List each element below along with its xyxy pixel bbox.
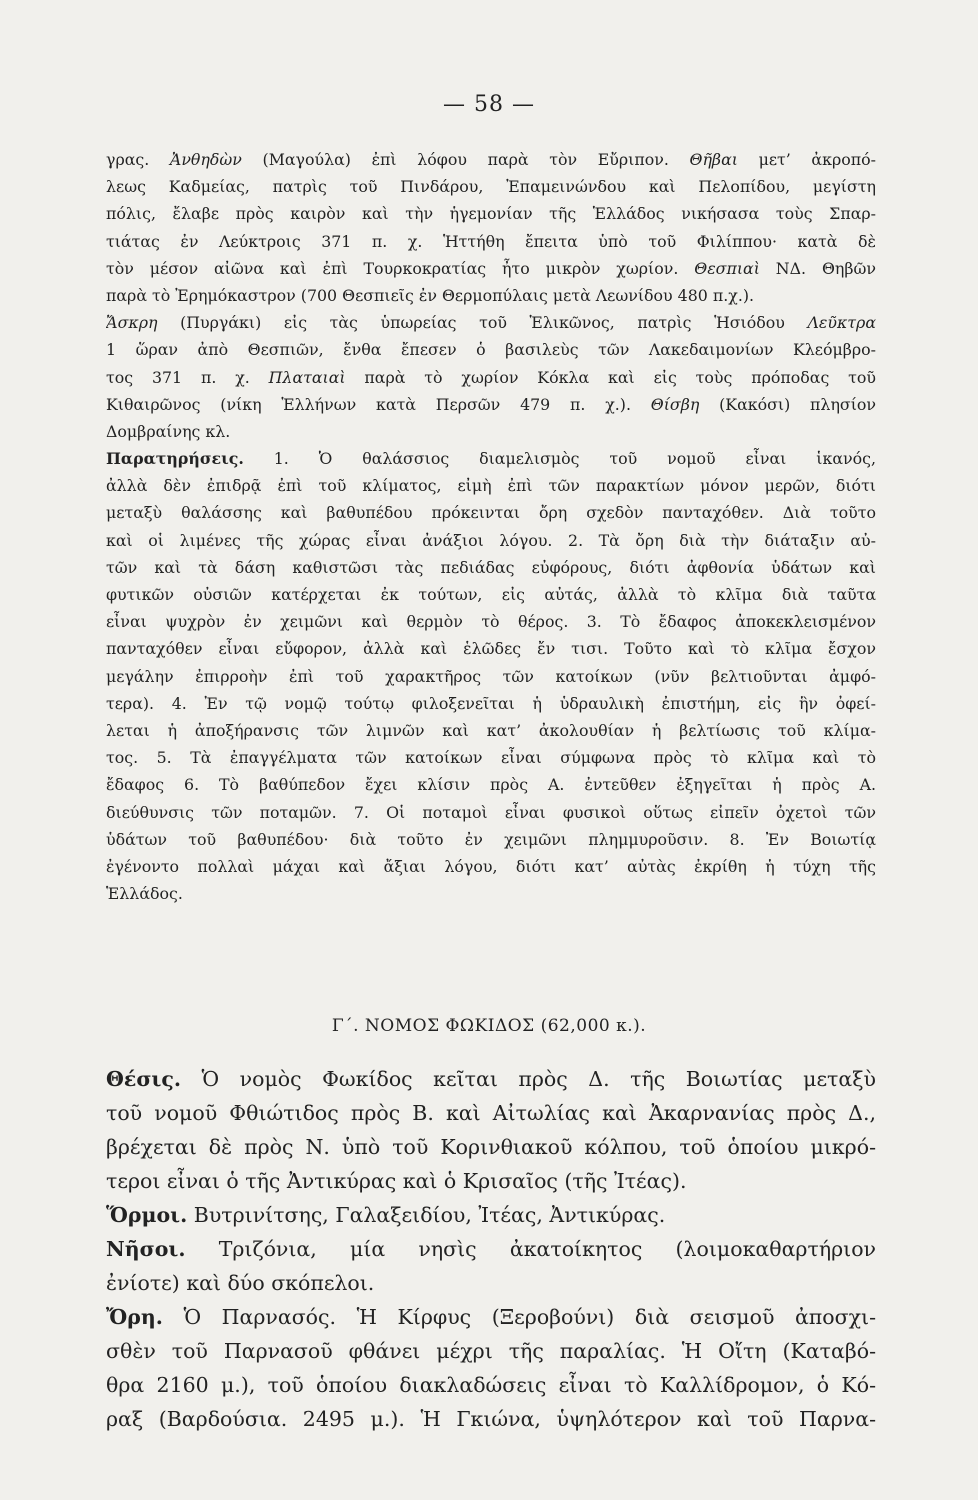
text-line — [106, 1130, 876, 1164]
text-line — [106, 744, 876, 771]
text-line — [106, 1198, 876, 1232]
text-line — [106, 1164, 876, 1198]
text-line — [106, 1266, 876, 1300]
text-line — [106, 717, 876, 744]
line-text: γρας. — [106, 150, 170, 169]
line-text: Βυτρινίτσης, Γαλαξειδίου, Ἰτέας, Ἀντικύρας. — [187, 1203, 666, 1227]
line-text: διεύθυνσις τῶν ποταμῶν. 7. Οἱ ποταμοὶ εἶναι φυσικοὶ οὕτως εἰπεῖν ὀχετοὶ τῶν — [106, 802, 876, 822]
section-keyword: Ὄρη. — [106, 1305, 163, 1329]
line-text: (Πυργάκι) εἰς τὰς ὑπωρείας τοῦ Ἑλικῶνος, πατρὶς Ἡσιόδου — [157, 313, 808, 333]
line-text: τος 371 π. χ. — [106, 367, 269, 387]
text-line — [106, 663, 876, 690]
text-line — [106, 391, 876, 418]
line-text: καὶ οἱ λιμένες τῆς χώρας εἶναι ἀνάξιοι λόγου. 2. Τὰ ὄρη διὰ τὴν διάταξιν αὐ- — [106, 530, 876, 550]
text-line — [106, 771, 876, 798]
line-text: Ἑλλάδος. — [106, 884, 183, 904]
line-text: 1 ὥραν ἀπὸ Θεσπιῶν, ἔνθα ἔπεσεν ὁ βασιλεὺς τῶν Λακεδαιμονίων Κλεόμβρο- — [106, 340, 876, 360]
line-text: τος. 5. Τὰ ἐπαγγέλματα τῶν κατοίκων εἶναι σύμφωνα πρὸς τὸ κλῖμα καὶ τὸ — [106, 748, 876, 768]
line-text: εἶναι ψυχρὸν ἐν χειμῶνι καὶ θερμὸν τὸ θέρος. 3. Τὸ ἔδαφος ἀποκεκλεισμένον — [106, 612, 876, 632]
line-text: Δομβραίνης κλ. — [106, 421, 231, 441]
place-name: Θεσπιαὶ — [694, 258, 760, 278]
text-line — [106, 1402, 876, 1436]
line-text: τῶν καὶ τὰ δάση καθιστῶσι τὰς πεδιάδας εὐφόρους, διότι ἀφθονία ὑδάτων καὶ — [106, 557, 876, 577]
text-line — [106, 1368, 876, 1402]
line-text: τὸν μέσον αἰῶνα καὶ ἐπὶ Τουρκοκρατίας ἦτο μικρὸν χωρίον. — [106, 258, 695, 278]
text-line — [106, 228, 876, 255]
text-line — [106, 1232, 876, 1266]
line-text: τοῦ νομοῦ Φθιώτιδος πρὸς Β. καὶ Αἰτωλίας καὶ Ἀκαρνανίας πρὸς Δ., — [106, 1101, 876, 1125]
text-line — [106, 581, 876, 608]
line-text: Ὁ Παρνασός. Ἡ Κίρφυς (Ξεροβούνι) διὰ σεισμοῦ ἀποσχι- — [162, 1305, 876, 1329]
line-text: παρὰ τὸ χωρίον Κόκλα καὶ εἰς τοὺς πρόποδας τοῦ — [345, 367, 876, 387]
line-text: σθὲν τοῦ Παρνασοῦ φθάνει μέχρι τῆς παραλίας. Ἡ Οἴτη (Καταβό- — [106, 1339, 876, 1363]
place-name: Λεῦκτρα — [807, 313, 876, 333]
text-line — [106, 608, 876, 635]
line-text: μεγάλην ἐπιρροὴν ἐπὶ τοῦ χαρακτῆρος τῶν κατοίκων (νῦν βελτιοῦνται ἀμφό- — [106, 666, 876, 686]
place-name: Ἀνθηδὼν — [169, 150, 242, 169]
boeotia-text-block — [106, 146, 876, 907]
text-line — [106, 309, 876, 336]
line-text: ἔδαφος 6. Τὸ βαθύπεδον ἔχει κλίσιν πρὸς Α. ἐντεῦθεν ἐξηγεῖται ἡ πρὸς Α. — [106, 775, 876, 795]
text-line — [106, 1062, 876, 1096]
line-text: ἐγένοντο πολλαὶ μάχαι καὶ ἄξιαι λόγου, διότι κατ’ αὐτὰς ἐκρίθη ἡ τύχη τῆς — [106, 856, 876, 876]
text-line — [106, 336, 876, 363]
text-line — [106, 173, 876, 200]
text-line — [106, 690, 876, 717]
text-line — [106, 1096, 876, 1130]
line-text: μεταξὺ θαλάσσης καὶ βαθυπέδου πρόκεινται ὄρη σχεδὸν πανταχόθεν. Διὰ τοῦτο — [106, 503, 876, 523]
line-text: μετ’ ἀκροπό- — [737, 150, 876, 169]
line-text: λεται ἡ ἀποξήρανσις τῶν λιμνῶν καὶ κατ’ ἀκολουθίαν ἡ βελτίωσις τοῦ κλίμα- — [106, 720, 876, 740]
line-text: Τριζόνια, μία νησὶς ἀκατοίκητος (λοιμοκαθαρτήριον — [185, 1237, 876, 1261]
text-line — [106, 826, 876, 853]
line-text: 1. Ὁ θαλάσσιος διαμελισμὸς τοῦ νομοῦ εἶναι ἱκανός, — [243, 449, 876, 469]
line-text: (Μαγούλα) ἐπὶ λόφου παρὰ τὸν Εὔριπον. — [241, 150, 690, 169]
line-text: ραξ (Βαρδούσια. 2495 μ.). Ἡ Γκιώνα, ὑψηλότερον καὶ τοῦ Παρνα- — [106, 1407, 876, 1431]
section-keyword: Θέσις. — [106, 1067, 181, 1091]
line-text: ΝΔ. Θηβῶν — [759, 258, 876, 278]
text-line — [106, 635, 876, 662]
page-number: — 58 — — [443, 92, 535, 117]
line-text: Κιθαιρῶνος (νίκη Ἑλλήνων κατὰ Περσῶν 479 π. χ.). — [106, 394, 651, 414]
text-line — [106, 1300, 876, 1334]
line-text: τιάτας ἐν Λεύκτροις 371 π. χ. Ἡττήθη ἔπειτα ὑπὸ τοῦ Φιλίππου· κατὰ δὲ — [106, 231, 876, 251]
text-line — [106, 364, 876, 391]
line-text: θρα 2160 μ.), τοῦ ὁποίου διακλαδώσεις εἶναι τὸ Καλλίδρομον, ὁ Κό- — [106, 1373, 876, 1397]
text-line — [106, 799, 876, 826]
text-line — [106, 146, 876, 173]
section-heading: Γ΄. ΝΟΜΟΣ ΦΩΚΙΔΟΣ (62,000 κ.). — [331, 1016, 647, 1036]
section-keyword: Παρατηρήσεις. — [106, 449, 244, 469]
text-line — [106, 472, 876, 499]
line-text: ἐνίοτε) καὶ δύο σκόπελοι. — [106, 1271, 375, 1295]
phocis-text-block — [106, 1062, 876, 1436]
text-line — [106, 499, 876, 526]
line-text: ὑδάτων τοῦ βαθυπέδου· διὰ τοῦτο ἐν χειμῶνι πλημμυροῦσιν. 8. Ἐν Βοιωτίᾳ — [106, 829, 876, 849]
text-line — [106, 880, 876, 907]
line-text: πανταχόθεν εἶναι εὔφορον, ἀλλὰ καὶ ἑλῶδες ἔν τισι. Τοῦτο καὶ τὸ κλῖμα ἔσχον — [106, 639, 876, 659]
section-keyword: Νῆσοι. — [106, 1237, 186, 1261]
place-name: Πλαταιαὶ — [268, 367, 346, 387]
place-name: Ἄσκρη — [106, 313, 158, 333]
place-name: Θίσβη — [650, 394, 700, 414]
line-text: βρέχεται δὲ πρὸς Ν. ὑπὸ τοῦ Κορινθιακοῦ κόλπου, τοῦ ὁποίου μικρό- — [106, 1135, 876, 1159]
line-text: πόλις, ἔλαβε πρὸς καιρὸν καὶ τὴν ἡγεμονίαν τῆς Ἑλλάδος νικήσασα τοὺς Σπαρ- — [106, 204, 876, 224]
text-line — [106, 255, 876, 282]
text-line — [106, 445, 876, 472]
text-line — [106, 200, 876, 227]
line-text: (Κακόσι) πλησίον — [699, 394, 876, 414]
text-line — [106, 282, 876, 309]
text-line — [106, 554, 876, 581]
line-text: φυτικῶν οὐσιῶν κατέρχεται ἐκ τούτων, εἰς αὐτάς, ἀλλὰ τὸ κλῖμα διὰ ταῦτα — [106, 585, 876, 604]
text-line — [106, 418, 876, 445]
text-line — [106, 1334, 876, 1368]
line-text: λεως Καδμείας, πατρὶς τοῦ Πινδάρου, Ἐπαμεινώνδου καὶ Πελοπίδου, μεγίστη — [106, 177, 876, 197]
line-text: παρὰ τὸ Ἐρημόκαστρον (700 Θεσπιεῖς ἐν Θερμοπύλαις μετὰ Λεωνίδου 480 π.χ.). — [106, 285, 755, 305]
text-line — [106, 853, 876, 880]
line-text: ἀλλὰ δὲν ἐπιδρᾷ ἐπὶ τοῦ κλίματος, εἰμὴ ἐπὶ τῶν παρακτίων μόνον μερῶν, διότι — [106, 476, 876, 496]
section-keyword: Ὅρμοι. — [106, 1203, 188, 1227]
line-text: Ὁ νομὸς Φωκίδος κεῖται πρὸς Δ. τῆς Βοιωτίας μεταξὺ — [180, 1067, 876, 1091]
line-text: τεροι εἶναι ὁ τῆς Ἀντικύρας καὶ ὁ Κρισαῖος (τῆς Ἰτέας). — [106, 1169, 687, 1193]
place-name: Θῆβαι — [689, 150, 738, 169]
line-text: τερα). 4. Ἐν τῷ νομῷ τούτῳ φιλοξενεῖται ἡ ὑδραυλικὴ ἐπιστήμη, εἰς ἣν ὀφεί- — [106, 693, 876, 713]
text-line — [106, 527, 876, 554]
